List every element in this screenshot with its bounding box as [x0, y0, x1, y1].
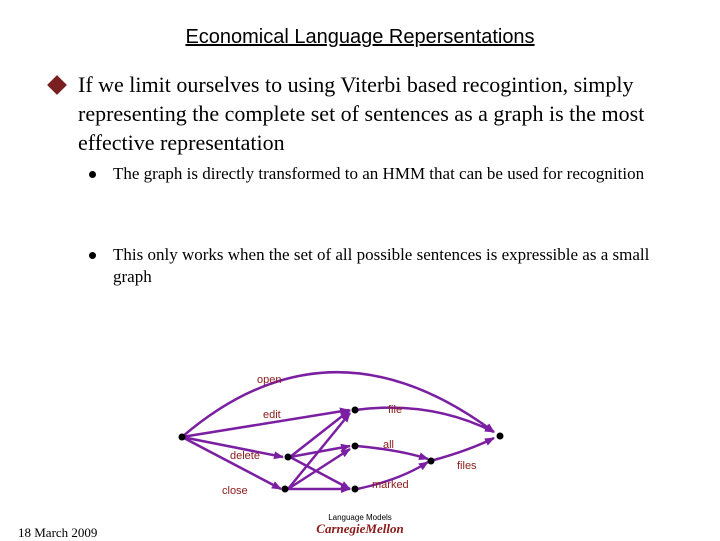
footer-date: 18 March 2009 [18, 525, 98, 540]
graph-label-files: files [457, 460, 477, 472]
graph-node [179, 434, 186, 441]
graph-node [352, 407, 359, 414]
graph-label-open: open [257, 374, 282, 386]
graph-node [497, 433, 504, 440]
graph-node [282, 486, 289, 493]
edge-close [182, 437, 281, 489]
sub-bullet-2: This only works when the set of all possible sentences is expressible as a small graph [113, 245, 650, 286]
graph-label-file: file [388, 404, 403, 416]
sub-bullet-dot-icon [89, 171, 96, 178]
edge-edit-file [355, 408, 494, 432]
graph-label-delete: delete [230, 450, 260, 462]
sub-bullet-dot-icon [89, 252, 96, 259]
word-graph [0, 360, 720, 510]
graph-node [352, 486, 359, 493]
diamond-bullet-icon [47, 75, 67, 95]
graph-node [428, 458, 435, 465]
edge-delete-marked [290, 457, 350, 489]
graph-label-edit: edit [263, 409, 281, 421]
edge-files-end [434, 438, 494, 460]
slide-title: Economical Language Repersentations [185, 26, 535, 48]
footer-course: Language Models [328, 513, 392, 522]
graph-label-marked: marked [372, 479, 409, 491]
graph-node [285, 454, 292, 461]
graph-node [352, 443, 359, 450]
graph-label-all: all [383, 439, 395, 451]
cmu-logo: CarnegieMellon [316, 521, 404, 536]
sub-bullet-1: The graph is directly transformed to an HMM that can be used for recognition [113, 164, 645, 183]
footer-logo [300, 513, 420, 536]
main-bullet-text: If we limit ourselves to using Viterbi based recogintion, simply representing the complete set of sentences as a graph is the most effective representation [78, 72, 645, 155]
graph-label-close: close [222, 485, 248, 497]
